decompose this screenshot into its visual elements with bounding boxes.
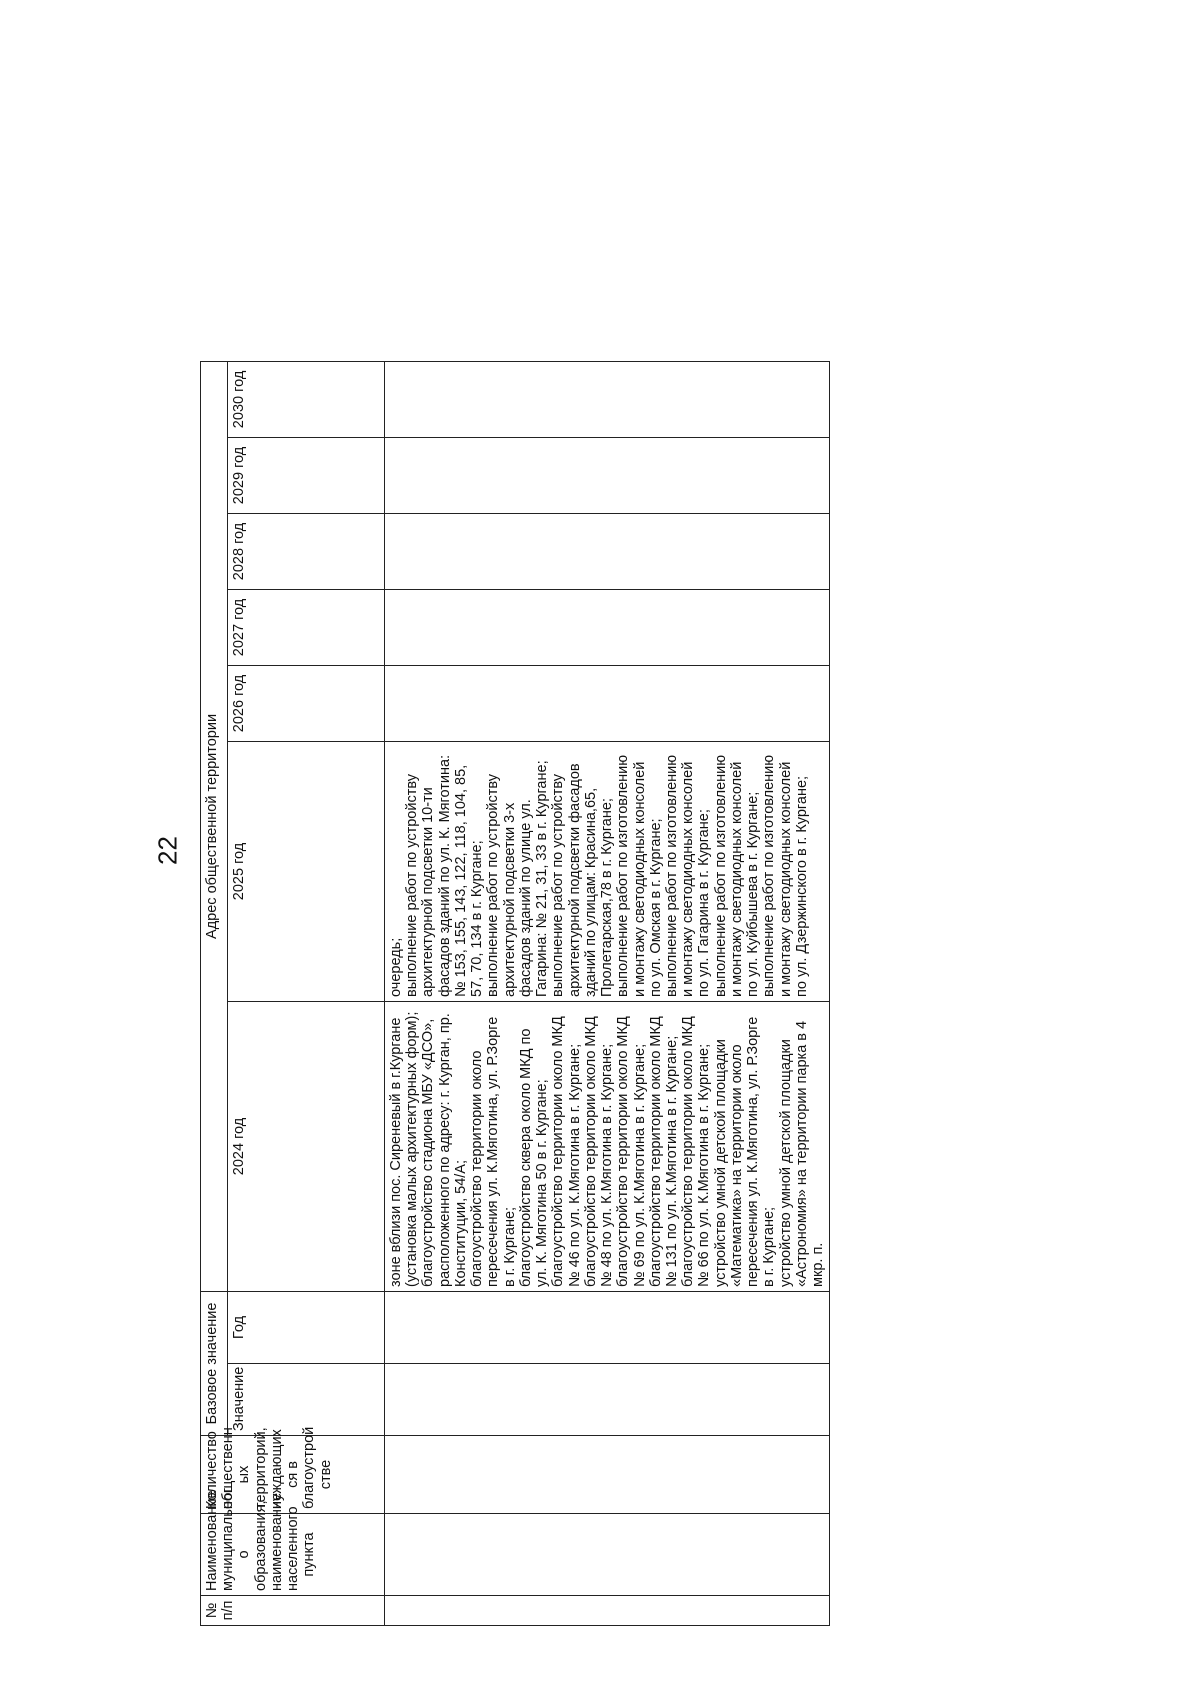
header-row-top: [201, 361, 228, 1625]
cell-base-value: [385, 1364, 830, 1436]
cell-2029: [385, 437, 830, 513]
header-2030: 2030 год: [228, 361, 385, 437]
header-2029: 2029 год: [228, 437, 385, 513]
header-2024: 2024 год: [228, 1001, 385, 1291]
header-address: Адрес общественной территории: [201, 361, 228, 1291]
cell-2024: зоне вблизи пос. Сиреневый в г.Кургане (установка малых архитектурных форм); благоустройство стадиона МБУ «ДСО», расположенного по адресу: г. Курган, пр. Конституции, 54/А; благоустройство территории около пересечения ул. К.Мяготина, ул. Р.Зорге в г. Кургане; благоустройство сквера около МКД по ул. К. Мяготина 50 в г. Кургане; благоустройство территории около МКД № 46 по ул. К.Мяготина в г. Кургане; благоустройство территории около МКД № 48 по ул. К.Мяготина в г. Кургане; благоустройство территории около МКД № 69 по ул. К.Мяготина в г. Кургане; благоустройство территории около МКД № 131 по ул. К.Мяготина в г. Кургане; благоустройство территории около МКД № 66 по ул. К.Мяготина в г. Кургане; устройство умной детской площадки «Математика» на территории около пересечения ул. К.Мяготина, ул. Р.Зорге в г. Кургане; устройство умной детской площадки «Астрономия» на территории парка в 4 мкр. п.: [385, 1001, 830, 1291]
header-quantity: Количество общественн ых территорий, нуждающих ся в благоустрой стве: [201, 1436, 385, 1514]
table-row: [385, 361, 830, 1625]
header-2028: 2028 год: [228, 513, 385, 589]
cell-2027: [385, 589, 830, 665]
landscape-table-container: [200, 126, 1200, 1626]
header-no: № п/п: [201, 1596, 385, 1626]
rotated-sheet: [200, 126, 1200, 1626]
cell-no: [385, 1596, 830, 1626]
cell-municipality: [385, 1514, 830, 1596]
cell-2030: [385, 361, 830, 437]
header-2027: 2027 год: [228, 589, 385, 665]
cell-2026: [385, 665, 830, 741]
header-2025: 2025 год: [228, 741, 385, 1001]
cell-base-year: [385, 1291, 830, 1363]
header-base-value-value: Значение: [228, 1364, 385, 1436]
header-municipality: Наименование муниципальног о образования, наименование населенного пункта: [201, 1514, 385, 1596]
cell-quantity: [385, 1436, 830, 1514]
cell-2028: [385, 513, 830, 589]
header-2026: 2026 год: [228, 665, 385, 741]
page-number: 22: [152, 836, 183, 865]
header-base-value: Базовое значение: [201, 1291, 228, 1435]
territories-table: [200, 361, 830, 1626]
header-base-value-year: Год: [228, 1291, 385, 1363]
cell-2025: очередь; выполнение работ по устройству архитектурной подсветки 10-ти фасадов зданий по ул. К. Мяготина: № 153, 155, 143, 122, 118, 104, 85, 57, 70, 134 в г. Кургане; выполнение работ по устройству архитектурной подсветки 3-х фасадов зданий по улице ул. Гагарина: № 21, 31, 33 в г. Кургане; выполнение работ по устройству архитектурной подсветки фасадов зданий по улицам: Красина,65, Пролетарская,78 в г. Кургане; выполнение работ по изготовлению и монтажу светодиодных консолей по ул. Омская в г. Кургане; выполнение работ по изготовлению и монтажу светодиодных консолей по ул. Гагарина в г. Кургане; выполнение работ по изготовлению и монтажу светодиодных консолей по ул. Куйбышева в г. Кургане; выполнение работ по изготовлению и монтажу светодиодных консолей по ул. Дзержинского в г. Кургане;: [385, 741, 830, 1001]
